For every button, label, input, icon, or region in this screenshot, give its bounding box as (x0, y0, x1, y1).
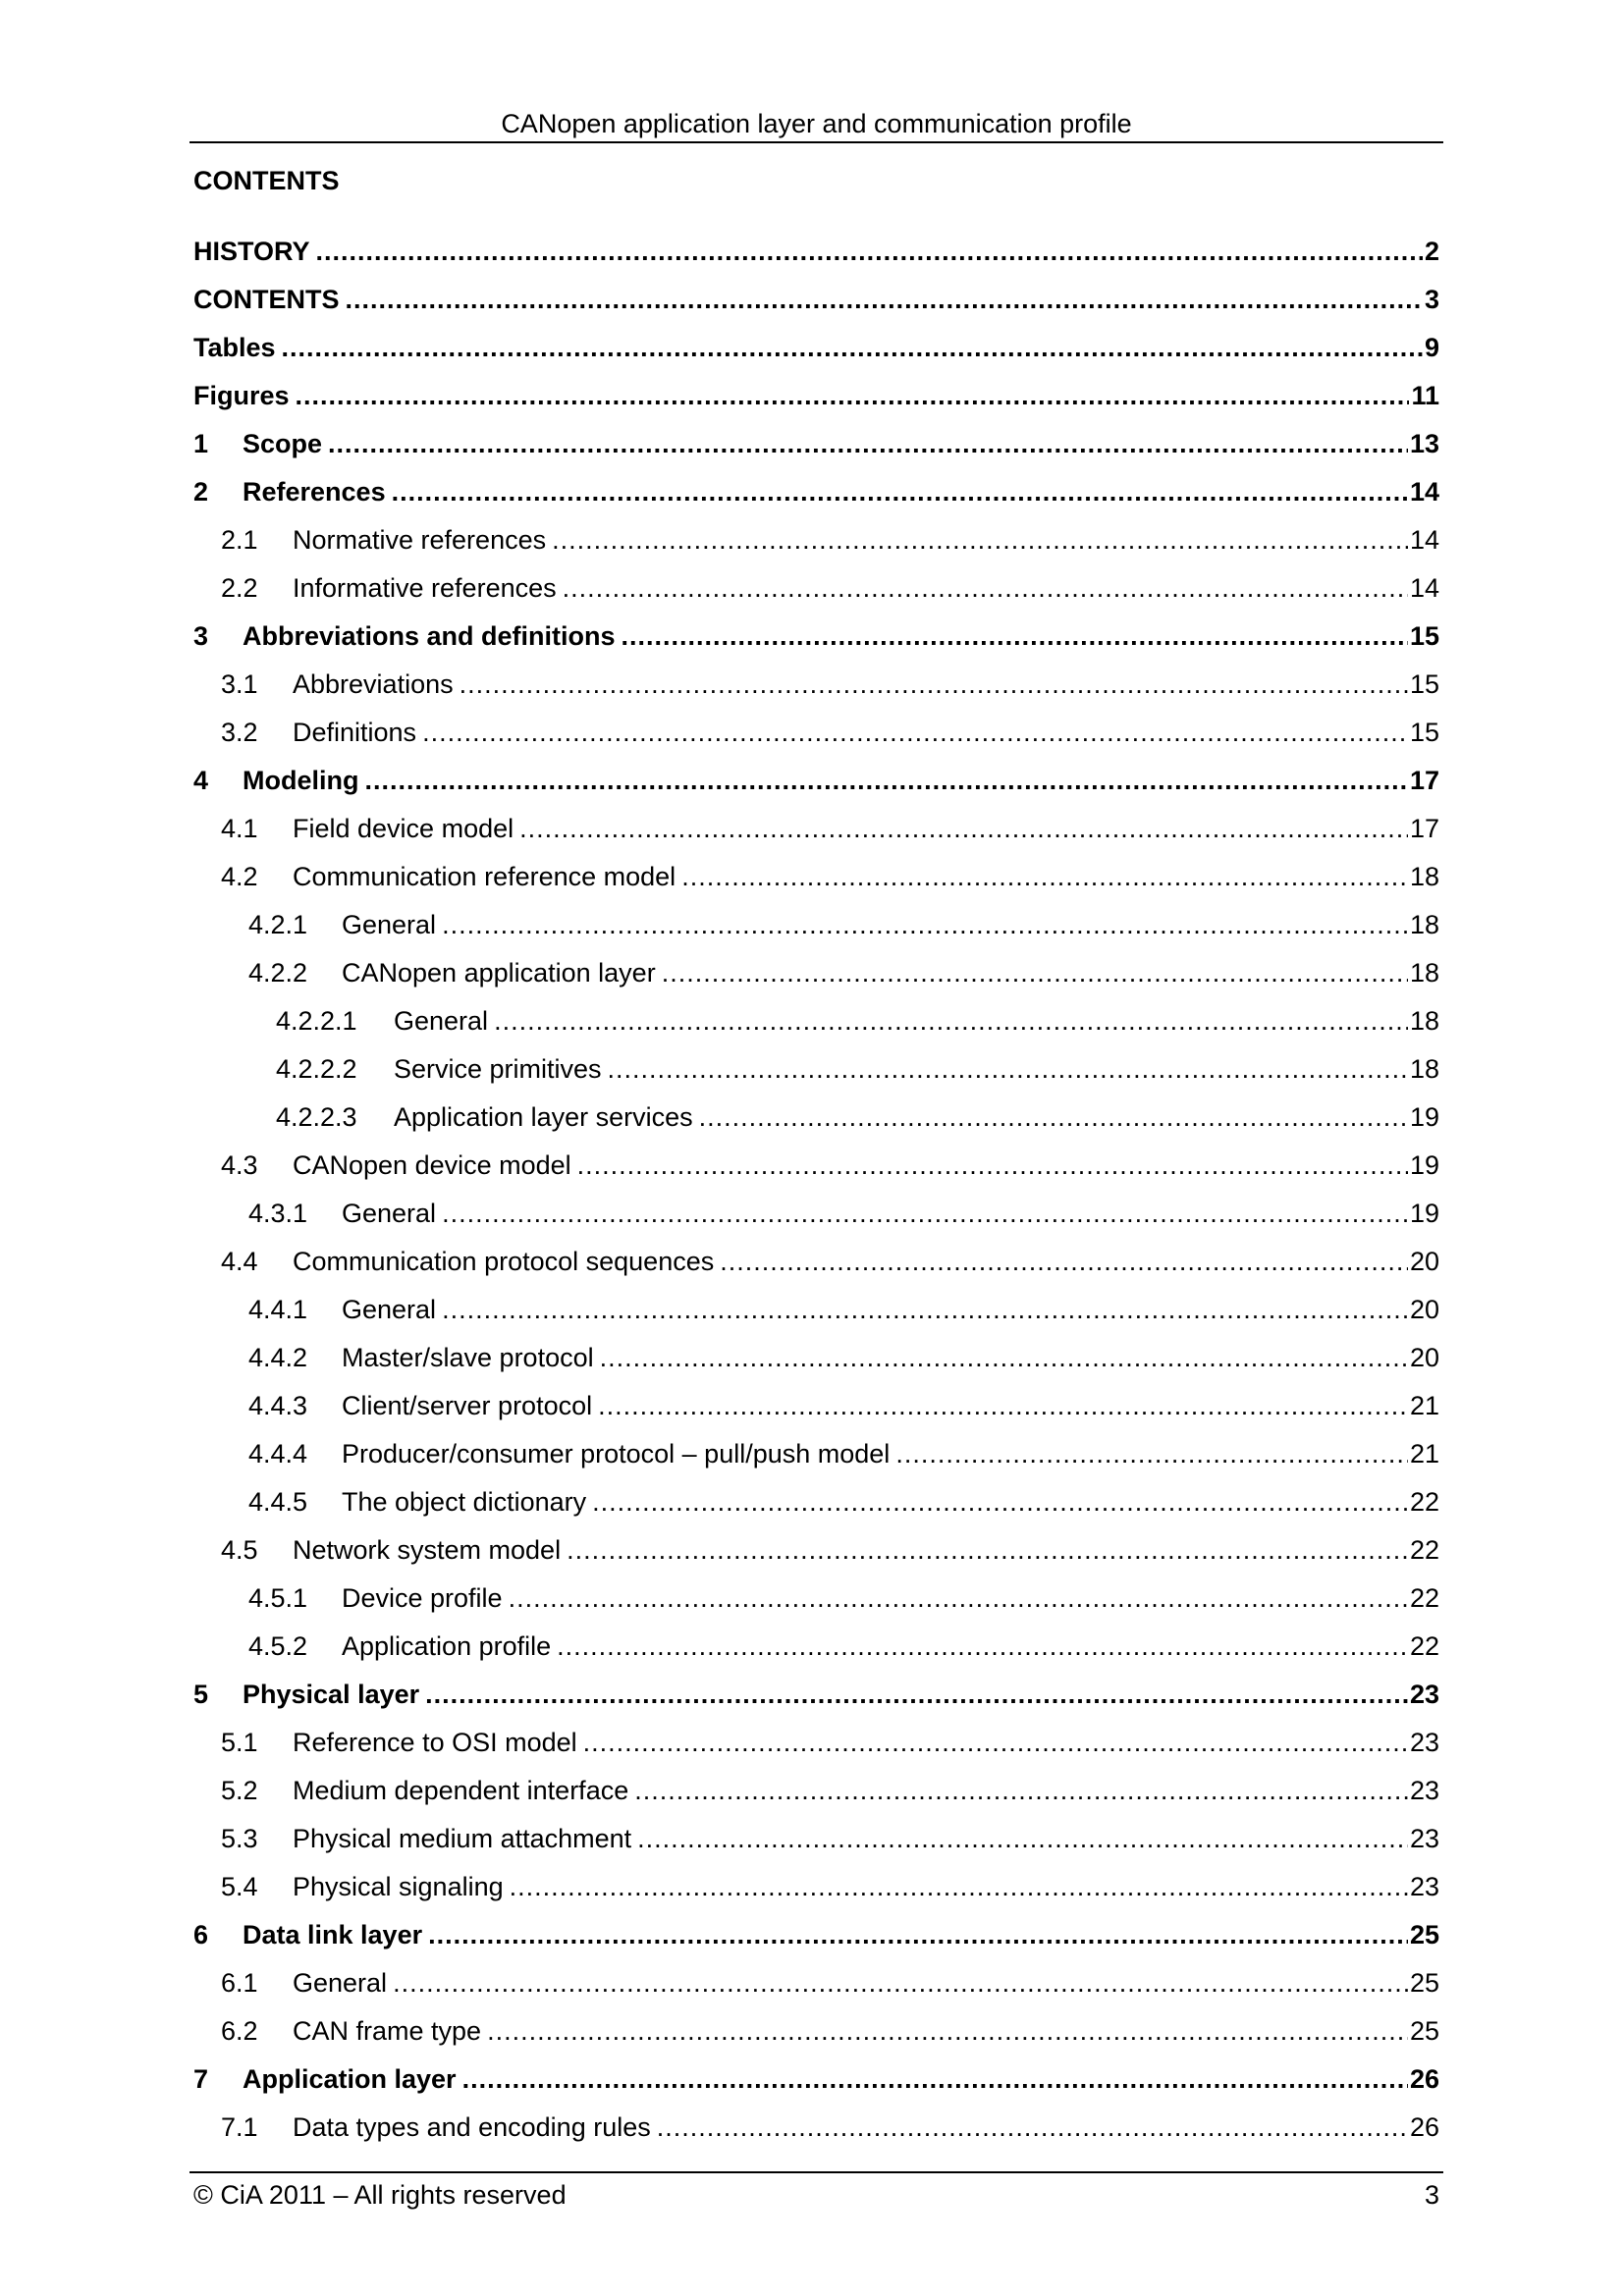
toc-entry-title: Application layer (243, 2064, 457, 2094)
toc-entry-page: 23 (1409, 1728, 1439, 1757)
toc-entry[interactable] (193, 2059, 1439, 2108)
dot-leader (637, 1819, 1408, 1858)
toc-entry-number: 4.2.2.1 (276, 1006, 357, 1036)
dot-leader (346, 280, 1423, 319)
dot-leader (494, 1001, 1408, 1041)
dot-leader (895, 1434, 1408, 1473)
toc-entry-number: 3 (193, 621, 209, 651)
dot-leader (392, 472, 1408, 511)
toc-entry-number: 4.4 (221, 1247, 258, 1276)
dot-leader (592, 1482, 1408, 1522)
toc-entry-title: CONTENTS (193, 285, 340, 314)
toc-entry[interactable] (193, 1723, 1439, 1771)
toc-entry[interactable] (193, 1049, 1439, 1097)
toc-entry[interactable] (193, 1434, 1439, 1482)
toc-entry-page: 19 (1409, 1102, 1439, 1132)
dot-leader (577, 1146, 1408, 1185)
toc-entry[interactable] (193, 1867, 1439, 1915)
toc-entry-page: 17 (1409, 766, 1439, 795)
toc-entry-page: 18 (1409, 958, 1439, 988)
page-header (189, 106, 1443, 143)
toc-entry-number: 4.2.2 (248, 958, 308, 988)
page-footer (189, 2171, 1443, 2213)
toc-entry-page: 26 (1409, 2064, 1439, 2094)
dot-leader (282, 328, 1423, 367)
toc-entry[interactable] (193, 953, 1439, 1001)
toc-entry-title: CAN frame type (293, 2016, 482, 2046)
toc-entry-number: 4.4.2 (248, 1343, 308, 1372)
toc-entry[interactable] (193, 376, 1439, 424)
toc-entry-page: 9 (1424, 333, 1439, 362)
toc-entry[interactable] (193, 1290, 1439, 1338)
toc-entry-title: Reference to OSI model (293, 1728, 577, 1757)
toc-entry-number: 3.2 (221, 718, 258, 747)
toc-entry-page: 23 (1409, 1872, 1439, 1901)
dot-leader (487, 2011, 1408, 2051)
dot-leader (720, 1242, 1408, 1281)
dot-leader (598, 1386, 1408, 1425)
toc-entry[interactable] (193, 809, 1439, 857)
toc-entry-page: 23 (1409, 1824, 1439, 1853)
dot-leader (622, 616, 1408, 656)
toc-entry-page: 23 (1409, 1776, 1439, 1805)
toc-entry-title: Physical layer (243, 1680, 420, 1709)
toc-entry[interactable] (193, 1915, 1439, 1963)
toc-entry-title: Service primitives (394, 1054, 602, 1084)
toc-entry[interactable] (193, 1001, 1439, 1049)
toc-entry-title: The object dictionary (342, 1487, 587, 1517)
dot-leader (583, 1723, 1408, 1762)
toc-entry-page: 22 (1409, 1631, 1439, 1661)
toc-entry-title: Application layer services (394, 1102, 693, 1132)
dot-leader (563, 568, 1408, 608)
toc-entry-number: 3.1 (221, 669, 258, 699)
toc-entry[interactable] (193, 472, 1439, 520)
toc-entry-page: 3 (1424, 285, 1439, 314)
toc-entry-title: Informative references (293, 573, 557, 603)
toc-entry[interactable] (193, 232, 1439, 280)
toc-entry-title: Device profile (342, 1583, 503, 1613)
toc-entry-page: 18 (1409, 910, 1439, 939)
toc-entry[interactable] (193, 1146, 1439, 1194)
toc-entry-title: Physical signaling (293, 1872, 504, 1901)
dot-leader (662, 953, 1408, 992)
toc-entry-number: 4.1 (221, 814, 258, 843)
toc-entry[interactable] (193, 520, 1439, 568)
toc-entry-page: 2 (1424, 237, 1439, 266)
toc-entry-page: 26 (1409, 2112, 1439, 2142)
toc-entry-number: 4.5.2 (248, 1631, 308, 1661)
dot-leader (328, 424, 1408, 463)
toc-entry[interactable] (193, 1338, 1439, 1386)
toc-entry-title: Data link layer (243, 1920, 423, 1949)
toc-entry-title: Application profile (342, 1631, 552, 1661)
table-of-contents (193, 232, 1439, 2156)
toc-entry-number: 2.2 (221, 573, 258, 603)
toc-entry-title: CANopen application layer (342, 958, 656, 988)
toc-entry-page: 15 (1409, 621, 1439, 651)
toc-entry-title: Abbreviations and definitions (243, 621, 616, 651)
toc-entry-title: General (293, 1968, 388, 1998)
toc-entry-number: 5 (193, 1680, 209, 1709)
toc-entry-page: 14 (1409, 477, 1439, 507)
dot-leader (557, 1627, 1408, 1666)
toc-entry-page: 15 (1409, 718, 1439, 747)
toc-entry-number: 4.3 (221, 1150, 258, 1180)
dot-leader (608, 1049, 1408, 1089)
toc-entry-number: 5.4 (221, 1872, 258, 1901)
dot-leader (552, 520, 1408, 560)
toc-entry-number: 6 (193, 1920, 209, 1949)
toc-entry[interactable] (193, 2108, 1439, 2156)
toc-entry[interactable] (193, 1675, 1439, 1723)
toc-entry-title: Field device model (293, 814, 514, 843)
toc-entry-number: 7.1 (221, 2112, 258, 2142)
toc-entry-page: 20 (1409, 1247, 1439, 1276)
toc-entry[interactable] (193, 2011, 1439, 2059)
toc-entry-number: 2 (193, 477, 209, 507)
dot-leader (657, 2108, 1408, 2147)
copyright-notice: © CiA 2011 – All rights reserved (193, 2180, 567, 2210)
toc-entry-title: Normative references (293, 525, 547, 555)
toc-entry-title: Medium dependent interface (293, 1776, 629, 1805)
toc-entry[interactable] (193, 1963, 1439, 2011)
toc-entry-title: Producer/consumer protocol – pull/push model (342, 1439, 891, 1468)
toc-entry-number: 4.4.5 (248, 1487, 308, 1517)
toc-entry-page: 20 (1409, 1295, 1439, 1324)
toc-entry-page: 13 (1409, 429, 1439, 458)
contents-heading: CONTENTS (193, 166, 340, 195)
toc-entry[interactable] (193, 568, 1439, 616)
toc-entry-title: Abbreviations (293, 669, 454, 699)
toc-entry-title: Communication protocol sequences (293, 1247, 715, 1276)
dot-leader (442, 905, 1408, 944)
toc-entry-number: 5.1 (221, 1728, 258, 1757)
dot-leader (634, 1771, 1408, 1810)
toc-entry-number: 6.2 (221, 2016, 258, 2046)
dot-leader (600, 1338, 1408, 1377)
toc-entry-number: 1 (193, 429, 209, 458)
toc-entry-page: 22 (1409, 1535, 1439, 1565)
dot-leader (567, 1530, 1408, 1570)
dot-leader (519, 809, 1408, 848)
toc-entry-page: 19 (1409, 1150, 1439, 1180)
toc-entry[interactable] (193, 1771, 1439, 1819)
toc-entry-page: 25 (1409, 1968, 1439, 1998)
toc-entry-page: 21 (1409, 1391, 1439, 1420)
dot-leader (364, 761, 1407, 800)
toc-entry-page: 18 (1409, 1054, 1439, 1084)
toc-entry-number: 2.1 (221, 525, 258, 555)
toc-entry-number: 4.3.1 (248, 1199, 308, 1228)
toc-entry-title: Tables (193, 333, 276, 362)
toc-entry-page: 15 (1409, 669, 1439, 699)
toc-entry-title: Data types and encoding rules (293, 2112, 651, 2142)
toc-entry-page: 20 (1409, 1343, 1439, 1372)
toc-entry[interactable] (193, 1097, 1439, 1146)
toc-entry[interactable] (193, 424, 1439, 472)
toc-entry-title: Modeling (243, 766, 359, 795)
toc-entry[interactable] (193, 616, 1439, 665)
toc-entry-title: General (342, 1295, 437, 1324)
toc-entry-title: General (394, 1006, 489, 1036)
dot-leader (460, 665, 1408, 704)
toc-entry-page: 22 (1409, 1583, 1439, 1613)
toc-entry[interactable] (193, 665, 1439, 713)
toc-entry[interactable] (193, 1242, 1439, 1290)
toc-entry[interactable] (193, 713, 1439, 761)
toc-entry-title: Network system model (293, 1535, 562, 1565)
dot-leader (509, 1578, 1408, 1618)
dot-leader (699, 1097, 1408, 1137)
dot-leader (681, 857, 1408, 896)
toc-entry-title: Figures (193, 381, 290, 410)
toc-entry[interactable] (193, 1578, 1439, 1627)
toc-entry-number: 4.4.4 (248, 1439, 308, 1468)
toc-entry[interactable] (193, 328, 1439, 376)
dot-leader (316, 232, 1423, 271)
toc-entry[interactable] (193, 1530, 1439, 1578)
toc-entry-page: 25 (1409, 1920, 1439, 1949)
toc-entry-number: 4.4.3 (248, 1391, 308, 1420)
toc-entry[interactable] (193, 857, 1439, 905)
toc-entry-number: 6.1 (221, 1968, 258, 1998)
dot-leader (296, 376, 1410, 415)
toc-entry-page: 14 (1409, 525, 1439, 555)
toc-entry[interactable] (193, 1482, 1439, 1530)
toc-entry-page: 18 (1409, 1006, 1439, 1036)
toc-entry[interactable] (193, 905, 1439, 953)
toc-entry[interactable] (193, 1819, 1439, 1867)
toc-entry-title: General (342, 1199, 437, 1228)
toc-entry-title: Definitions (293, 718, 417, 747)
dot-leader (462, 2059, 1408, 2099)
toc-entry-title: References (243, 477, 386, 507)
dot-leader (442, 1290, 1408, 1329)
dot-leader (510, 1867, 1408, 1906)
toc-entry-page: 19 (1409, 1199, 1439, 1228)
dot-leader (442, 1194, 1408, 1233)
page-number: 3 (1424, 2180, 1439, 2210)
toc-entry-title: HISTORY (193, 237, 310, 266)
toc-entry-title: CANopen device model (293, 1150, 571, 1180)
toc-entry-title: Physical medium attachment (293, 1824, 632, 1853)
toc-entry-number: 4.2.2.3 (276, 1102, 357, 1132)
toc-entry-number: 4.5.1 (248, 1583, 308, 1613)
document-title: CANopen application layer and communication profile (501, 109, 1132, 138)
toc-entry-number: 7 (193, 2064, 209, 2094)
toc-entry-page: 22 (1409, 1487, 1439, 1517)
toc-entry-title: General (342, 910, 437, 939)
toc-entry-title: Communication reference model (293, 862, 676, 891)
toc-entry-number: 4.2.2.2 (276, 1054, 357, 1084)
toc-entry[interactable] (193, 761, 1439, 809)
toc-entry[interactable] (193, 1386, 1439, 1434)
toc-entry-title: Scope (243, 429, 323, 458)
toc-entry[interactable] (193, 280, 1439, 328)
toc-entry-page: 11 (1411, 381, 1439, 410)
toc-entry[interactable] (193, 1627, 1439, 1675)
toc-entry-number: 4.4.1 (248, 1295, 308, 1324)
toc-entry-page: 14 (1409, 573, 1439, 603)
dot-leader (425, 1675, 1408, 1714)
toc-entry-number: 5.2 (221, 1776, 258, 1805)
toc-entry-page: 21 (1409, 1439, 1439, 1468)
toc-entry-number: 4.5 (221, 1535, 258, 1565)
toc-entry-number: 4 (193, 766, 209, 795)
dot-leader (393, 1963, 1408, 2002)
toc-entry-page: 18 (1409, 862, 1439, 891)
toc-entry-page: 23 (1409, 1680, 1439, 1709)
dot-leader (422, 713, 1408, 752)
toc-entry-title: Client/server protocol (342, 1391, 593, 1420)
toc-entry-number: 5.3 (221, 1824, 258, 1853)
toc-entry[interactable] (193, 1194, 1439, 1242)
toc-entry-page: 17 (1409, 814, 1439, 843)
dot-leader (428, 1915, 1408, 1954)
toc-entry-number: 4.2.1 (248, 910, 308, 939)
toc-entry-page: 25 (1409, 2016, 1439, 2046)
toc-entry-title: Master/slave protocol (342, 1343, 594, 1372)
toc-entry-number: 4.2 (221, 862, 258, 891)
